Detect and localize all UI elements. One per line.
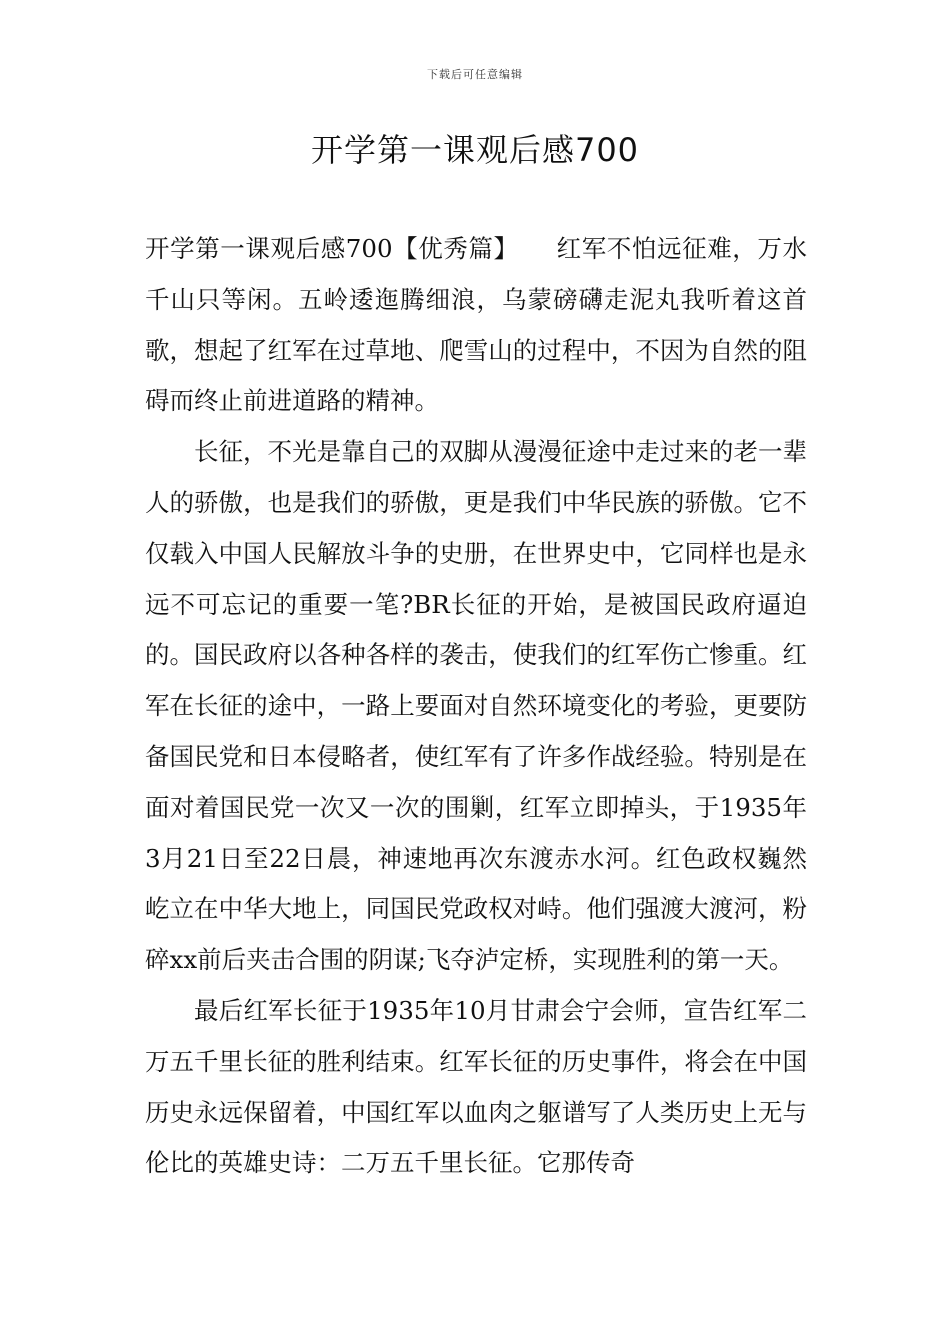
- paragraph-3: 最后红军长征于1935年10月甘肃会宁会师，宣告红军二万五千里长征的胜利结束。红军长征的历史事件，将会在中国历史永远保留着，中国红军以血肉之躯谱写了人类历史上无与伦比的英雄史诗：二万五千里长征。它那传奇: [145, 995, 807, 1178]
- paragraph-2: 长征，不光是靠自己的双脚从漫漫征途中走过来的老一辈人的骄傲，也是我们的骄傲，更是我们中华民族的骄傲。它不仅载入中国人民解放斗争的史册，在世界史中，它同样也是永远不可忘记的重要一笔?BR长征的开始，是被国民政府逼迫的。国民政府以各种各样的袭击，使我们的红军伤亡惨重。红军在长征的途中，一路上要面对自然环境变化的考验，更要防备国民党和日本侵略者，使红军有了许多作战经验。特别是在面对着国民党一次又一次的围剿，红军立即掉头，于1935年3月21日至22日晨，神速地再次东渡赤水河。红色政权巍然屹立在中华大地上，同国民党政权对峙。他们强渡大渡河，粉碎xx前后夹击合围的阴谋;飞夺泸定桥，实现胜利的第一天。: [145, 437, 807, 975]
- header-note: 下载后可任意编辑: [427, 68, 523, 81]
- document-title: 开学第一课观后感700: [310, 131, 640, 169]
- paragraph-1: 开学第一课观后感700【优秀篇】 红军不怕远征难，万水千山只等闲。五岭逶迤腾细浪，乌蒙磅礴走泥丸我听着这首歌，想起了红军在过草地、爬雪山的过程中，不因为自然的阻碍而终止前进道路的精神。: [145, 234, 807, 416]
- document-body: [145, 224, 807, 1189]
